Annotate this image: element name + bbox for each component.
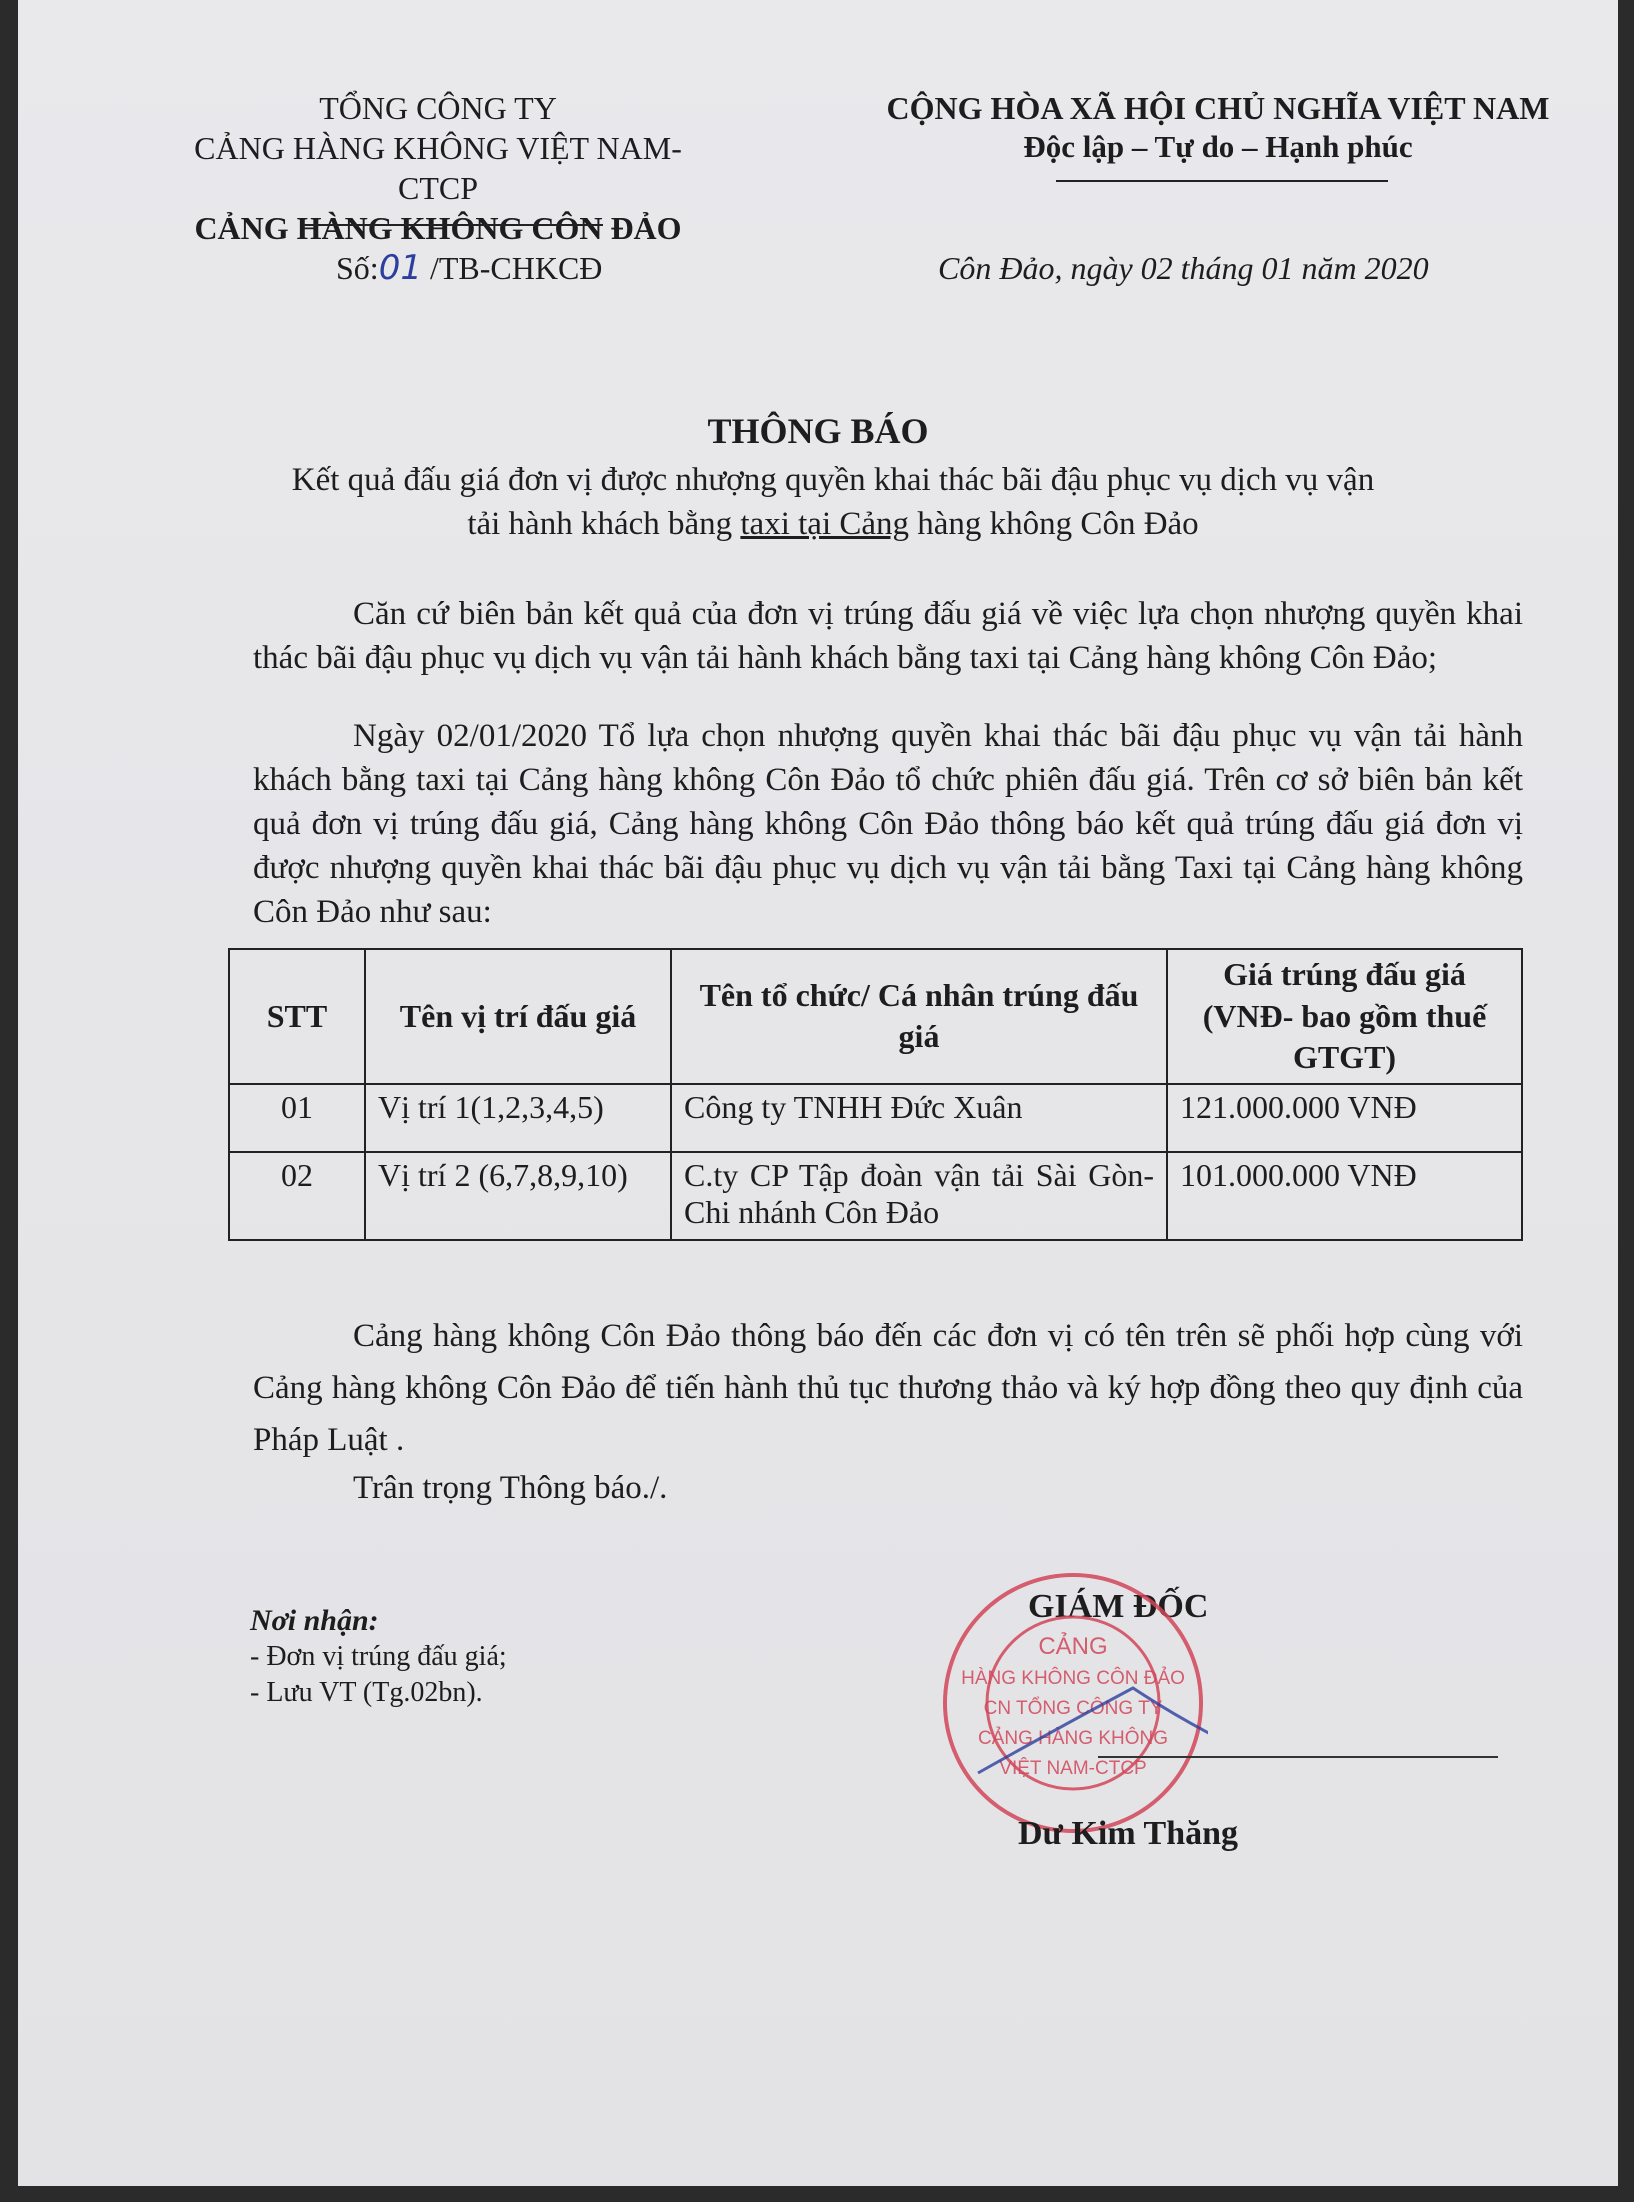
issuer-line-1: TỔNG CÔNG TY: [319, 90, 557, 126]
official-seal-stamp: [938, 1568, 1208, 1838]
notice-title: THÔNG BÁO: [707, 411, 929, 451]
respectful-closing: Trân trọng Thông báo./.: [353, 1470, 668, 1506]
paragraph-auction: Ngày 02/01/2020 Tổ lựa chọn nhượng quyền khai thác bãi đậu phục vụ vận tải hành khách bằng taxi tại Cảng hàng không Côn Đảo tổ chức phiên đấu giá. Trên cơ sở biên bản kết quả đơn vị trúng đấu giá, Cảng hàng không Côn Đảo thông báo kết quả trúng đấu giá đơn vị được nhượng quyền khai thác bãi đậu phục vụ dịch vụ vận tải bằng Taxi tại Cảng hàng không Côn Đảo như sau:: [253, 718, 1523, 930]
svg-text:CẢNG HÀNG KHÔNG: CẢNG HÀNG KHÔNG: [977, 1728, 1169, 1749]
doc-number-suffix: /TB-CHKCĐ: [421, 250, 603, 286]
table-row: [229, 1084, 1522, 1152]
cell-winner: Công ty TNHH Đức Xuân: [671, 1084, 1167, 1152]
subtitle-underlined: taxi tại Cảng: [740, 506, 910, 542]
doc-number-handwritten: 01: [378, 248, 422, 288]
motto-divider: [1056, 180, 1388, 182]
col-header-position: Tên vị trí đấu giá: [365, 949, 671, 1084]
notice-subtitle: [168, 458, 1498, 546]
date-line: Côn Đảo, ngày 02 tháng 01 năm 2020: [938, 250, 1429, 286]
svg-text:HÀNG KHÔNG CÔN ĐẢO: HÀNG KHÔNG CÔN ĐẢO: [961, 1668, 1185, 1689]
cell-position: Vị trí 1(1,2,3,4,5): [365, 1084, 671, 1152]
cell-price: 101.000.000 VNĐ: [1167, 1152, 1522, 1240]
col-header-winner: Tên tổ chức/ Cá nhân trúng đấu giá: [671, 949, 1167, 1084]
cell-winner: C.ty CP Tập đoàn vận tải Sài Gòn- Chi nhánh Côn Đảo: [671, 1152, 1167, 1240]
issuer-divider: [303, 224, 603, 226]
signature-line: [1098, 1756, 1498, 1758]
table-row: [229, 1152, 1522, 1240]
subtitle-line-1: Kết quả đấu giá đơn vị được nhượng quyền khai thác bãi đậu phục vụ dịch vụ vận: [291, 462, 1375, 498]
svg-text:CN TỔNG CÔNG TY: CN TỔNG CÔNG TY: [983, 1698, 1163, 1719]
auction-results-table: [228, 948, 1523, 1241]
recipient-item: - Đơn vị trúng đấu giá;: [250, 1641, 507, 1672]
table-header-row: [229, 949, 1522, 1084]
issuer-line-3: CẢNG HÀNG KHÔNG CÔN ĐẢO: [194, 210, 682, 246]
col-header-stt: STT: [229, 949, 365, 1084]
motto: Độc lập – Tự do – Hạnh phúc: [1023, 129, 1413, 164]
doc-number-prefix: Số:: [336, 250, 379, 286]
cell-price: 121.000.000 VNĐ: [1167, 1084, 1522, 1152]
doc-number: [336, 248, 602, 288]
recipient-item: - Lưu VT (Tg.02bn).: [250, 1677, 483, 1708]
col-header-price: Giá trúng đấu giá (VNĐ- bao gồm thuế GTGT): [1167, 949, 1522, 1084]
national-motto-block: [838, 88, 1598, 167]
cell-stt: 02: [229, 1152, 365, 1240]
svg-text:VIỆT NAM-CTCP: VIỆT NAM-CTCP: [999, 1758, 1147, 1779]
recipients-heading: Nơi nhận:: [250, 1604, 379, 1637]
paragraph-closing: Cảng hàng không Côn Đảo thông báo đến các đơn vị có tên trên sẽ phối hợp cùng với Cảng hàng không Côn Đảo để tiến hành thủ tục thương thảo và ký hợp đồng theo quy định của Pháp Luật .: [253, 1318, 1523, 1458]
recipients-block: [250, 1603, 507, 1711]
svg-text:CẢNG: CẢNG: [1038, 1633, 1108, 1660]
issuer-line-2: CẢNG HÀNG KHÔNG VIỆT NAM-CTCP: [194, 130, 682, 206]
cell-position: Vị trí 2 (6,7,8,9,10): [365, 1152, 671, 1240]
republic-name: CỘNG HÒA XÃ HỘI CHỦ NGHĨA VIỆT NAM: [886, 90, 1550, 126]
paragraph-basis: Căn cứ biên bản kết quả của đơn vị trúng đấu giá về việc lựa chọn nhượng quyền khai thác bãi đậu phục vụ dịch vụ vận tải hành khách bằng taxi tại Cảng hàng không Côn Đảo;: [253, 596, 1523, 676]
cell-stt: 01: [229, 1084, 365, 1152]
subtitle-line-2: tải hành khách bằng taxi tại Cảng hàng không Côn Đảo: [467, 506, 1199, 542]
document-page: [18, 0, 1618, 2186]
signer-name: Dư Kim Thăng: [1018, 1815, 1239, 1852]
signer-title: GIÁM ĐỐC: [1028, 1588, 1209, 1625]
